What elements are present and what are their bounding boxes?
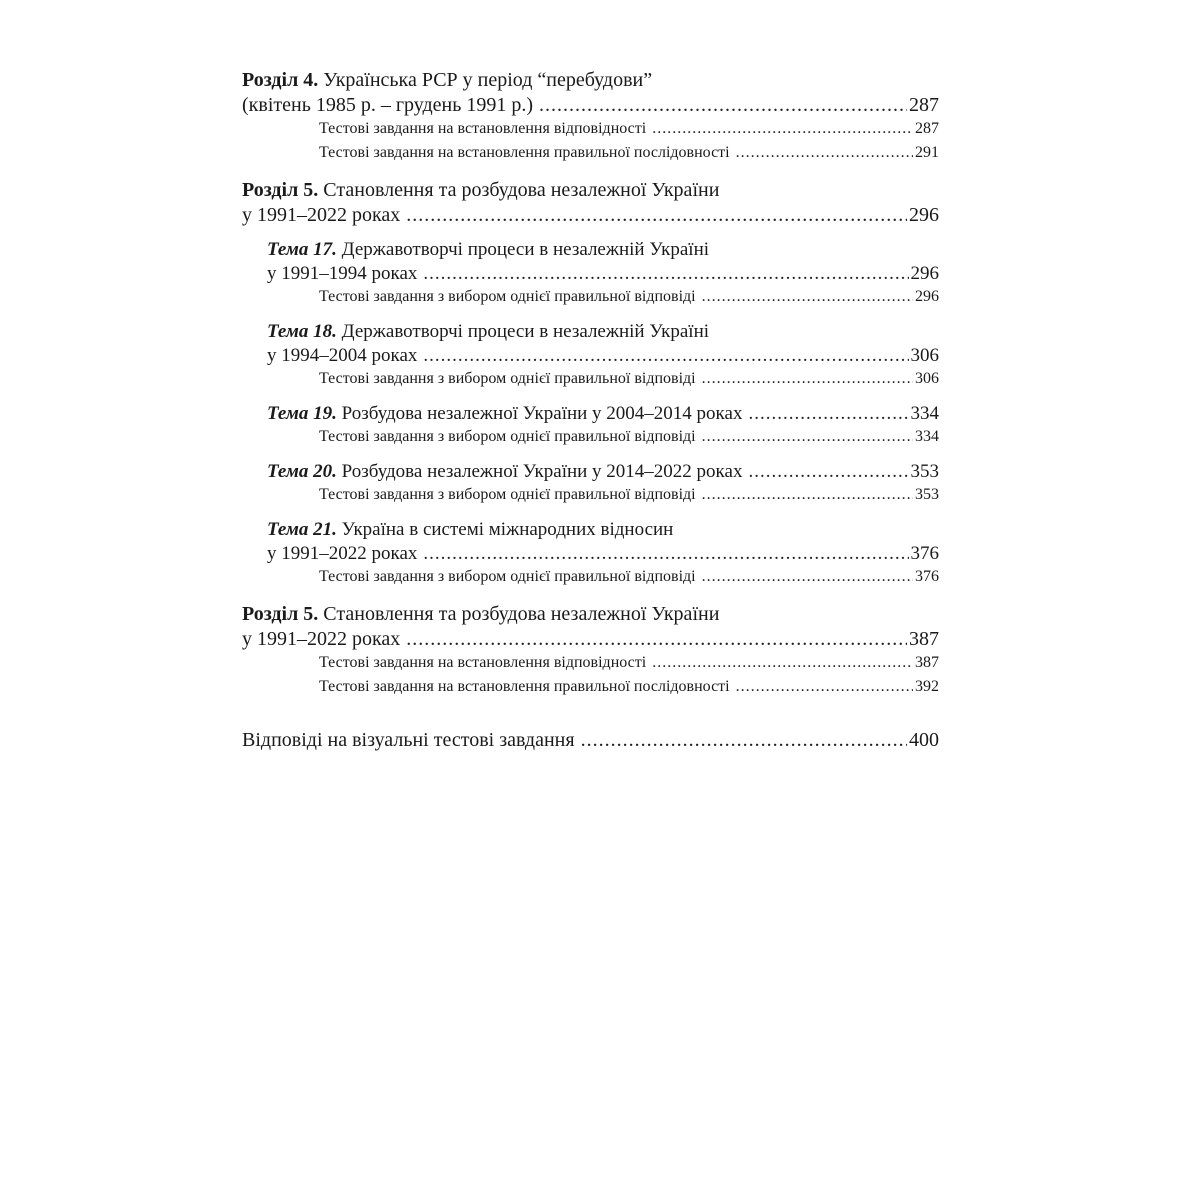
toc-topic-heading <box>267 520 939 544</box>
sub-entry-title: Тестові завдання з вибором однієї правильної відповіді <box>319 370 696 387</box>
dot-leader <box>736 678 913 696</box>
topic-title: Державотворчі процеси в незалежній Україні <box>341 321 710 342</box>
sub-entry-title: Тестові завдання з вибором однієї правильної відповіді <box>319 486 696 503</box>
dot-leader <box>748 404 908 423</box>
dot-leader <box>423 264 908 283</box>
dot-leader <box>652 654 913 672</box>
table-of-contents <box>242 70 939 755</box>
sub-entry-title: Тестові завдання з вибором однієї правильної відповіді <box>319 288 696 305</box>
toc-answers-entry <box>242 730 939 755</box>
toc-sub-entry <box>319 678 939 702</box>
toc-topic-heading <box>267 240 939 264</box>
page-number: 296 <box>909 204 939 226</box>
dot-leader <box>702 428 913 446</box>
toc-section-heading <box>242 180 939 205</box>
dot-leader <box>652 120 913 138</box>
topic-title: Розбудова незалежної України у 2004–2014 роках <box>341 403 743 424</box>
toc-section-5 <box>242 180 939 230</box>
topic-label: Тема 20. <box>267 461 337 482</box>
sub-entry-title: Тестові завдання на встановлення правильної послідовності <box>319 144 730 161</box>
page-number: 334 <box>915 428 939 445</box>
toc-topic-heading-line2 <box>267 544 939 568</box>
page-number: 353 <box>910 461 939 482</box>
page-number: 387 <box>915 654 939 671</box>
section-title-line2: у 1991–2022 роках <box>242 204 401 226</box>
dot-leader <box>702 288 913 306</box>
toc-sub-entry <box>319 428 939 452</box>
toc-section-heading <box>242 70 939 95</box>
toc-topic-heading <box>267 462 939 486</box>
dot-leader <box>406 205 907 225</box>
section-label: Розділ 5. <box>242 179 319 201</box>
section-title-line2: (квітень 1985 р. – грудень 1991 р.) <box>242 94 534 116</box>
topic-title: Розбудова незалежної України у 2014–2022 роках <box>341 461 743 482</box>
page-number: 291 <box>915 144 939 161</box>
toc-sub-entry <box>319 288 939 312</box>
answers-title: Відповіді на візуальні тестові завдання <box>242 729 575 751</box>
toc-topic-21 <box>267 520 939 592</box>
dot-leader <box>539 95 907 115</box>
toc-topic-17 <box>267 240 939 312</box>
toc-topic-heading <box>267 322 939 346</box>
toc-topic-18 <box>267 322 939 394</box>
topic-title-line2: у 1991–1994 роках <box>267 263 418 284</box>
page-number: 376 <box>910 543 939 564</box>
dot-leader <box>748 462 908 481</box>
dot-leader <box>736 144 913 162</box>
page-number: 392 <box>915 678 939 695</box>
dot-leader <box>423 346 908 365</box>
sub-entry-title: Тестові завдання на встановлення відповідності <box>319 120 647 137</box>
dot-leader <box>702 568 913 586</box>
toc-topic-heading <box>267 404 939 428</box>
page-number: 287 <box>915 120 939 137</box>
toc-sub-entry <box>319 144 939 168</box>
section-label: Розділ 4. <box>242 69 319 91</box>
page-number: 387 <box>909 628 939 650</box>
page-number: 306 <box>915 370 939 387</box>
page-number: 353 <box>915 486 939 503</box>
sub-entry-title: Тестові завдання з вибором однієї правильної відповіді <box>319 428 696 445</box>
toc-topic-heading-line2 <box>267 346 939 370</box>
toc-section-heading-line2 <box>242 95 939 120</box>
page-number: 376 <box>915 568 939 585</box>
sub-entry-title: Тестові завдання на встановлення відповідності <box>319 654 647 671</box>
toc-sub-entry <box>319 486 939 510</box>
topic-label: Тема 19. <box>267 403 337 424</box>
toc-sub-entry <box>319 654 939 678</box>
toc-section-5-tests <box>242 604 939 702</box>
sub-entry-title: Тестові завдання з вибором однієї правильної відповіді <box>319 568 696 585</box>
page-number: 306 <box>910 345 939 366</box>
page-number: 296 <box>910 263 939 284</box>
section-title: Становлення та розбудова незалежної України <box>323 603 720 625</box>
toc-topic-20 <box>267 462 939 510</box>
section-title: Українська РСР у період “перебудови” <box>323 69 653 91</box>
topic-label: Тема 21. <box>267 519 337 540</box>
toc-section-heading <box>242 604 939 629</box>
toc-sub-entry <box>319 568 939 592</box>
topic-title-line2: у 1991–2022 роках <box>267 543 418 564</box>
toc-sub-entry <box>319 120 939 144</box>
page-number: 334 <box>910 403 939 424</box>
toc-section-4 <box>242 70 939 168</box>
toc-sub-entry <box>319 370 939 394</box>
toc-answers <box>242 730 939 755</box>
dot-leader <box>406 629 907 649</box>
dot-leader <box>702 370 913 388</box>
topic-label: Тема 18. <box>267 321 337 342</box>
toc-section-heading-line2 <box>242 629 939 654</box>
toc-topic-19 <box>267 404 939 452</box>
section-label: Розділ 5. <box>242 603 319 625</box>
dot-leader <box>581 730 907 750</box>
dot-leader <box>702 486 913 504</box>
toc-section-heading-line2 <box>242 205 939 230</box>
sub-entry-title: Тестові завдання на встановлення правильної послідовності <box>319 678 730 695</box>
topic-title: Україна в системі міжнародних відносин <box>341 519 674 540</box>
topic-title-line2: у 1994–2004 роках <box>267 345 418 366</box>
topic-label: Тема 17. <box>267 239 337 260</box>
toc-topic-heading-line2 <box>267 264 939 288</box>
section-title-line2: у 1991–2022 роках <box>242 628 401 650</box>
dot-leader <box>423 544 908 563</box>
page-number: 400 <box>909 729 939 751</box>
topic-title: Державотворчі процеси в незалежній Україні <box>341 239 710 260</box>
page-number: 296 <box>915 288 939 305</box>
page-number: 287 <box>909 94 939 116</box>
section-title: Становлення та розбудова незалежної України <box>323 179 720 201</box>
